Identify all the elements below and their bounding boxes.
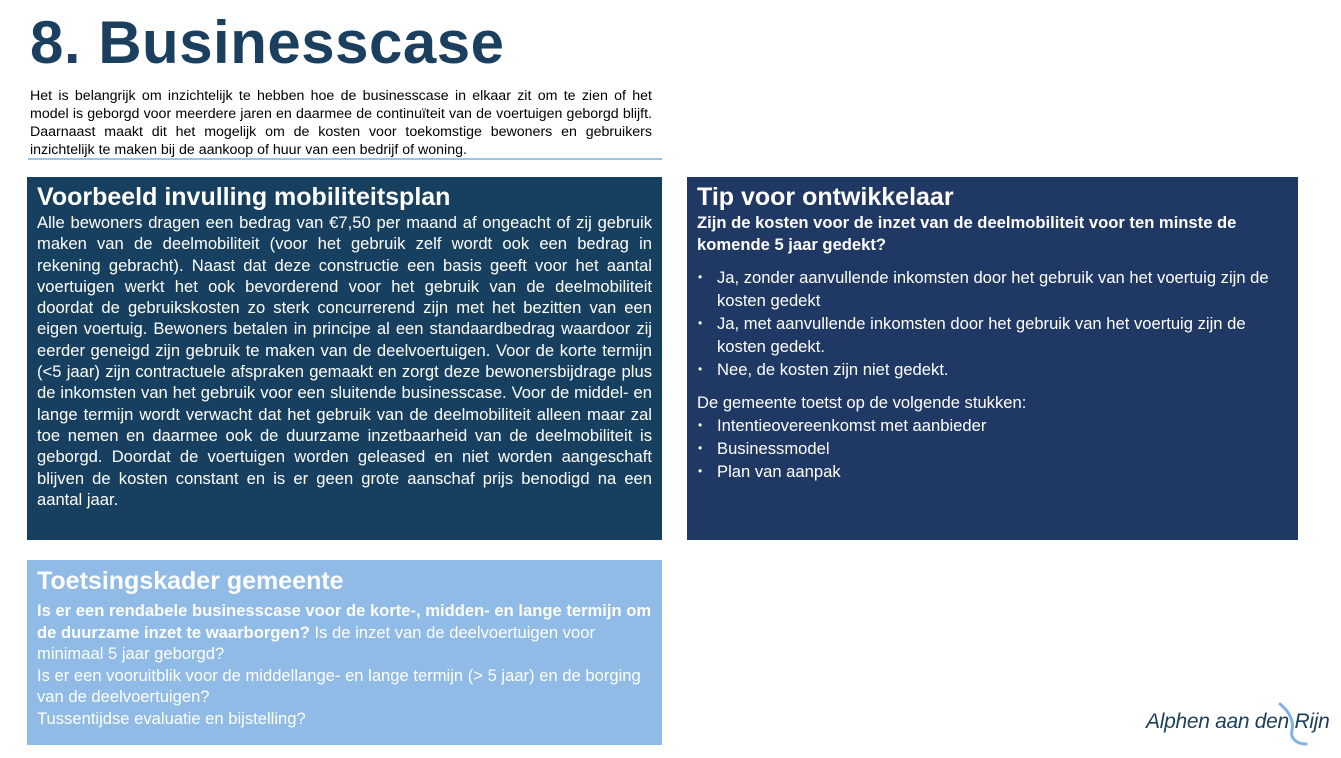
tip-box [687, 177, 1298, 540]
assessment-box [27, 560, 662, 745]
assessment-question-bold: Is er een rendabele businesscase voor de korte-, midden- en lange termijn om de duurzame inzet te waarborgen? [37, 601, 652, 642]
option-text: Nee, de kosten zijn niet gedekt. [717, 360, 949, 379]
option-text: Ja, zonder aanvullende inkomsten door het gebruik van het voertuig zijn de kosten gedekt [717, 268, 1269, 310]
list-item [697, 460, 1288, 483]
assessment-line-3: Tussentijdse evaluatie en bijstelling? [37, 708, 306, 728]
assessment-body [37, 600, 652, 729]
list-item [697, 437, 1288, 460]
list-item [697, 358, 1288, 381]
intro-text: Het is belangrijk om inzichtelijk te hebben hoe de businesscase in elkaar zit om te zien of het model is geborgd voor meerdere jaren en daarmee de continuïteit van de voertuigen geborgd blijft. Daarnaast maakt dit het mogelijk om de kosten voor toekomstige bewoners en gebruikers inzichtelijk te maken bij de aankoop of huur van een bedrijf of woning. [30, 88, 652, 158]
document-text: Intentieovereenkomst met aanbieder [717, 416, 987, 435]
example-box [27, 177, 662, 540]
logo-text: Alphen aan den Rijn [1146, 710, 1330, 733]
tip-options-list [697, 266, 1288, 381]
page-title: 8. Businesscase [30, 9, 505, 76]
example-heading: Voorbeeld invulling mobiliteitsplan [37, 183, 451, 211]
list-item [697, 414, 1288, 437]
tip-heading: Tip voor ontwikkelaar [697, 183, 954, 211]
logo-swoosh-icon [1274, 700, 1324, 748]
tip-subheading: De gemeente toetst op de volgende stukken: [697, 393, 1027, 412]
example-body: Alle bewoners dragen een bedrag van €7,50 per maand af ongeacht of zij gebruik maken van de deelmobiliteit (voor het gebruik zelf wordt ook een bedrag in rekening gebracht). Naast dat deze constructie een basis geeft voor het aantal voertuigen werkt het ook bevorderend voor het gebruik van de deelmobiliteit doordat de gebruikskosten zo sterk concurrerend zijn met het bezitten van een eigen voertuig. Bewoners betalen in principe al een standaardbedrag waardoor zij eerder geneigd zijn gebruik te maken van de deelvoertuigen. Voor de korte termijn (<5 jaar) zijn contractuele afspraken gemaakt en zorgt deze bewonersbijdrage plus de inkomsten van het gebruik voor een sluitende businesscase. Voor de middel- en lange termijn wordt verwacht dat het gebruik van de deelmobiliteit alleen maar zal toe nemen en daarmee ook de duurzame inzetbaarheid van de deelmobiliteit is geborgd. Doordat de voertuigen worden geleased en niet worden aangeschaft blijven de kosten constant en is er geen grote aanschaf prijs benodigd na een aantal jaar. [37, 213, 652, 509]
bullet-icon: • [698, 441, 703, 455]
document-text: Plan van aanpak [717, 462, 841, 481]
bullet-icon: • [698, 362, 703, 376]
option-text: Ja, met aanvullende inkomsten door het gebruik van het voertuig zijn de kosten gedekt. [717, 314, 1246, 356]
bullet-icon: • [698, 316, 703, 330]
document-text: Businessmodel [717, 439, 830, 458]
tip-documents-list [697, 414, 1288, 483]
tip-question: Zijn de kosten voor de inzet van de deelmobiliteit voor ten minste de komende 5 jaar gedekt? [697, 213, 1237, 254]
municipality-logo [1146, 700, 1336, 748]
bullet-icon: • [698, 418, 703, 432]
list-item [697, 266, 1288, 312]
intro-divider [28, 158, 662, 160]
list-item [697, 312, 1288, 358]
assessment-heading: Toetsingskader gemeente [37, 567, 344, 595]
bullet-icon: • [698, 270, 703, 284]
assessment-line-2: Is er een vooruitblik voor de middellange- en lange termijn (> 5 jaar) en de borging van de deelvoertuigen? [37, 665, 641, 706]
assessment-question-rest: Is de inzet van de deelvoertuigen voor minimaal 5 jaar geborgd? [37, 622, 595, 663]
bullet-icon: • [698, 464, 703, 478]
